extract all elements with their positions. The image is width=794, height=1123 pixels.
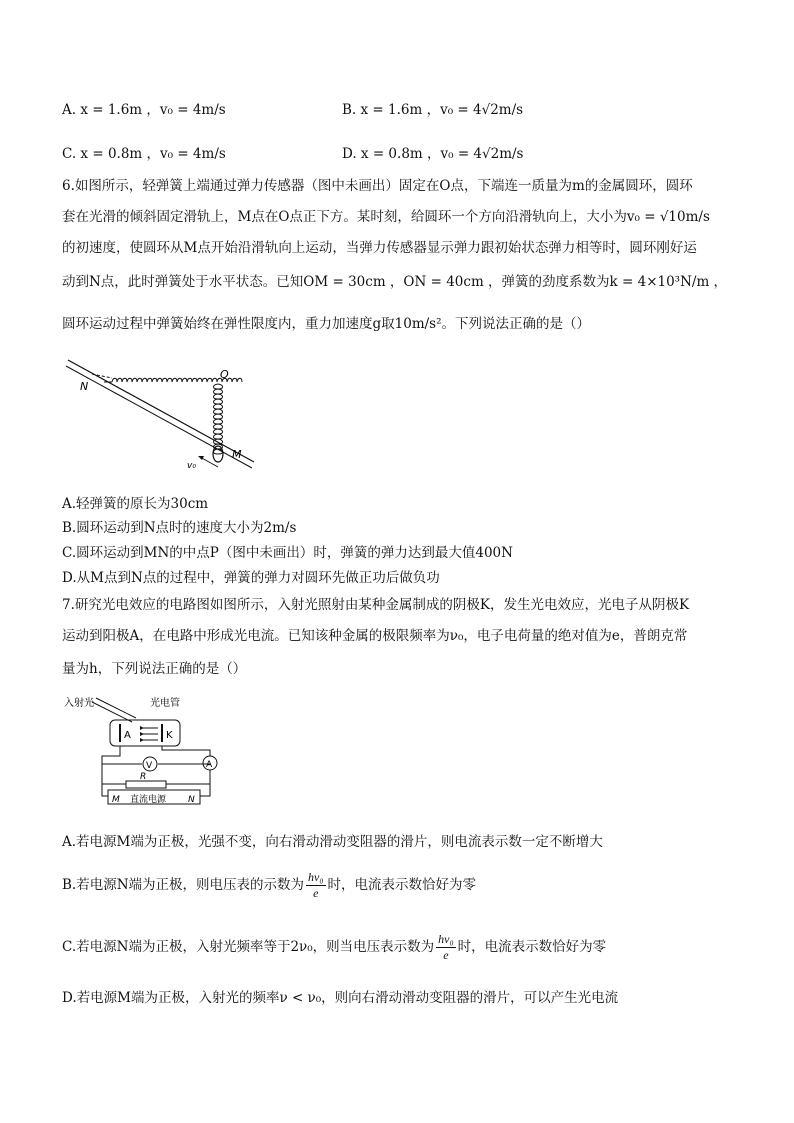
q7-option-c-prefix: C.若电源N端为正极，入射光频率等于2ν₀，则当电压表示数为 — [62, 939, 435, 955]
q6-option-a: A.轻弹簧的原长为30cm — [62, 496, 209, 512]
q5-option-d: D. x = 0.8m ，v₀ = 4√2m/s — [342, 146, 524, 162]
q6-option-c: C.圆环运动到MN的中点P（图中未画出）时，弹簧的弹力达到最大值400N — [62, 545, 513, 561]
label-v0: v₀ — [187, 461, 196, 471]
label-anode-a: A — [124, 730, 131, 741]
q7-option-d: D.若电源M端为正极，入射光的频率ν < ν₀，则向右滑动滑动变阻器的滑片，可以产生光电流 — [62, 990, 619, 1006]
q5-option-c: C. x = 0.8m ，v₀ = 4m/s — [62, 146, 226, 162]
label-rheostat-r: R — [140, 772, 147, 782]
q7-stem-line-3: 量为h，下列说法正确的是（） — [62, 661, 247, 677]
label-photo-tube: 光电管 — [150, 698, 180, 709]
q7-option-c-suffix: 时，电流表示数恰好为零 — [457, 939, 607, 955]
q6-stem-line-3: 的初速度，使圆环从M点开始沿滑轨向上运动，当弹力传感器显示弹力跟初始状态弹力相等时，圆环刚好运 — [62, 240, 697, 256]
label-n: N — [80, 380, 89, 393]
fraction-denominator: e — [313, 886, 319, 900]
q7-option-c-fraction — [436, 932, 456, 963]
q6-stem-line-2: 套在光滑的倾斜固定滑轨上，M点在O点正下方。某时刻，给圆环一个方向沿滑轨向上，大小为v₀ = √10m/s — [62, 209, 710, 225]
q7-option-c — [62, 930, 606, 964]
q7-photoelectric-circuit-figure — [62, 694, 232, 812]
q6-option-b: B.圆环运动到N点时的速度大小为2m/s — [62, 520, 297, 536]
label-terminal-m: M — [112, 795, 120, 805]
q7-option-b-suffix: 时，电流表示数恰好为零 — [327, 877, 477, 893]
rail-lower-line — [66, 366, 252, 468]
wire-left — [102, 746, 120, 796]
q6-stem-line-5: 圆环运动过程中弹簧始终在弹性限度内，重力加速度g取10m/s²。下列说法正确的是（） — [62, 316, 591, 332]
q5-option-a: A. x = 1.6m ，v₀ = 4m/s — [62, 102, 226, 118]
vertical-spring — [214, 384, 223, 454]
label-ammeter: A — [206, 760, 213, 770]
label-o: O — [220, 368, 229, 381]
q6-stem-line-4: 动到N点，此时弹簧处于水平状态。已知OM = 30cm ，ON = 40cm ，弹簧的劲度系数为k = 4×10³N/m ， — [62, 274, 728, 290]
wire-right-bottom — [200, 770, 210, 796]
fraction-numerator: hν₀ — [438, 932, 454, 946]
label-terminal-n: N — [188, 795, 195, 805]
incident-light-ray-2 — [96, 698, 136, 718]
q6-incline-spring-figure — [62, 352, 262, 480]
q6-option-d: D.从M点到N点的过程中，弹簧的弹力对圆环先做正功后做负功 — [62, 570, 440, 586]
velocity-arrowhead — [198, 456, 204, 460]
q7-option-b-fraction — [306, 870, 326, 901]
q7-option-b — [62, 868, 476, 902]
label-m: M — [232, 448, 242, 461]
q7-option-b-prefix: B.若电源N端为正极，则电压表的示数为 — [62, 877, 305, 893]
label-incident-light: 入射光 — [64, 698, 94, 709]
q5-option-b: B. x = 1.6m ，v₀ = 4√2m/s — [342, 102, 524, 118]
label-dc-source: 直流电源 — [130, 795, 167, 805]
wire-right-top — [162, 746, 210, 756]
incident-light-ray-1 — [92, 702, 132, 722]
q6-stem-line-1: 6.如图所示，轻弹簧上端通过弹力传感器（图中未画出）固定在O点，下端连一质量为m的金属圆环，圆环 — [62, 178, 693, 194]
fraction-numerator: hν₀ — [308, 870, 324, 884]
q7-stem-line-2: 运动到阳极A，在电路中形成光电流。已知该种金属的极限频率为ν₀，电子电荷量的绝对值为e，普朗克常 — [62, 628, 688, 644]
rheostat — [126, 781, 166, 788]
q7-stem-line-1: 7.研究光电效应的电路图如图所示，入射光照射由某种金属制成的阴极K，发生光电效应，光电子从阴极K — [62, 597, 690, 613]
label-voltmeter: V — [146, 761, 153, 771]
fraction-denominator: e — [443, 948, 449, 962]
q7-option-a: A.若电源M端为正极，光强不变，向右滑动滑动变阻器的滑片，则电流表示数一定不断增大 — [62, 834, 603, 850]
label-cathode-k: K — [166, 730, 173, 741]
